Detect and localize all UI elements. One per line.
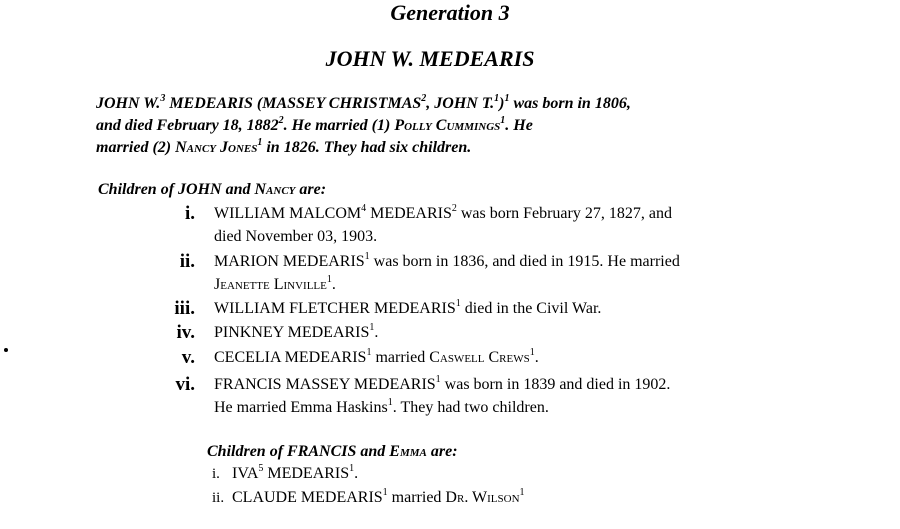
spouse-name: Nancy Jones xyxy=(175,139,258,156)
intro-line-2 xyxy=(96,114,533,135)
child-text: CLAUDE MEDEARIS xyxy=(232,489,383,506)
spouse-name: Jeanette Linville xyxy=(214,276,327,293)
child-text: He married Emma Haskins xyxy=(214,399,388,416)
child-entry-line xyxy=(214,250,680,271)
citation-sup: 5 xyxy=(258,462,264,474)
citation-sup: 1 xyxy=(500,114,506,126)
child-text: married xyxy=(371,349,430,366)
header-text: Nancy xyxy=(254,181,296,198)
grandchild-number: i. xyxy=(212,466,220,482)
header-text: FRANCIS xyxy=(287,443,357,460)
intro-text: JOHN W. xyxy=(96,95,161,112)
child-text: died in the Civil War. xyxy=(460,300,602,317)
intro-text: . He married (1) xyxy=(283,117,395,134)
header-text: JOHN xyxy=(178,181,222,198)
intro-text: was born in 1806, xyxy=(509,95,631,112)
header-text: are: xyxy=(295,181,327,198)
scan-speck xyxy=(4,348,8,352)
child-text: IVA xyxy=(232,465,259,482)
intro-text: . He xyxy=(505,117,533,134)
child-number: iv. xyxy=(176,322,195,343)
intro-text: married (2) xyxy=(96,139,176,156)
child-entry-line: died November 03, 1903. xyxy=(214,228,378,245)
child-entry-line xyxy=(214,373,671,394)
intro-line-3 xyxy=(96,136,472,157)
child-number: ii. xyxy=(179,251,195,272)
citation-sup: 1 xyxy=(364,250,370,262)
citation-sup: 1 xyxy=(519,486,525,498)
intro-text: , JOHN T. xyxy=(426,95,495,112)
intro-text: MEDEARIS (MASSEY CHRISTMAS xyxy=(165,95,422,112)
child-entry-line xyxy=(214,297,602,318)
child-number: vi. xyxy=(175,374,195,395)
spouse-name: Dr. Wilson xyxy=(445,489,520,506)
header-text: and xyxy=(356,443,390,460)
intro-text: in 1826. They had six children. xyxy=(262,139,472,156)
child-number: iii. xyxy=(174,298,195,319)
child-text: . They had two children. xyxy=(392,399,549,416)
child-text: was born February 27, 1827, and xyxy=(456,205,672,222)
citation-sup: 1 xyxy=(435,373,441,385)
citation-sup: 1 xyxy=(326,273,332,285)
child-text: . xyxy=(331,276,336,293)
spouse-name: Caswell Crews xyxy=(429,349,530,366)
generation-title: Generation 3 xyxy=(390,0,510,25)
spouse-name: Polly Cummings xyxy=(394,117,501,134)
citation-sup: 1 xyxy=(504,92,510,104)
child-text: PINKNEY MEDEARIS xyxy=(214,324,370,341)
grandchild-number: ii. xyxy=(212,490,225,506)
child-text: was born in 1839 and died in 1902. xyxy=(440,376,671,393)
child-text: MEDEARIS xyxy=(263,465,350,482)
citation-sup: 2 xyxy=(278,114,284,126)
child-text: was born in 1836, and died in 1915. He married xyxy=(369,253,680,270)
child-text: . xyxy=(374,324,379,341)
children-header xyxy=(98,181,326,199)
citation-sup: 1 xyxy=(529,346,535,358)
citation-sup: 1 xyxy=(349,462,355,474)
citation-sup: 1 xyxy=(387,396,393,408)
child-text: . xyxy=(534,349,539,366)
intro-text: ) xyxy=(499,95,505,112)
grandchild-entry xyxy=(232,462,359,483)
child-text: . xyxy=(354,465,359,482)
child-number: v. xyxy=(181,347,195,368)
header-text: Children of xyxy=(207,443,288,460)
person-title: JOHN W. MEDEARIS xyxy=(325,46,535,71)
citation-sup: 1 xyxy=(369,321,375,333)
header-text: and xyxy=(221,181,255,198)
citation-sup: 2 xyxy=(421,92,427,104)
header-text: Children of xyxy=(98,181,179,198)
child-entry-line xyxy=(214,396,549,417)
citation-sup: 3 xyxy=(160,92,166,104)
citation-sup: 1 xyxy=(382,486,388,498)
citation-sup: 4 xyxy=(361,202,367,214)
child-entry-line xyxy=(214,273,336,294)
header-text: Emma xyxy=(389,443,427,460)
citation-sup: 1 xyxy=(257,136,263,148)
child-number: i. xyxy=(184,203,195,224)
citation-sup: 1 xyxy=(366,346,372,358)
citation-sup: 1 xyxy=(455,297,461,309)
citation-sup: 1 xyxy=(494,92,500,104)
child-text: MARION MEDEARIS xyxy=(214,253,365,270)
child-text: CECELIA MEDEARIS xyxy=(214,349,367,366)
child-text: WILLIAM MALCOM xyxy=(214,205,362,222)
grandchildren-header xyxy=(207,443,458,461)
child-entry-line xyxy=(214,202,672,223)
intro-line-1 xyxy=(96,92,631,113)
child-entry-line xyxy=(214,321,379,342)
header-text: are: xyxy=(426,443,458,460)
child-text: MEDEARIS xyxy=(366,205,452,222)
intro-text: and died February 18, 1882 xyxy=(96,117,279,134)
citation-sup: 2 xyxy=(451,202,457,214)
grandchild-entry xyxy=(232,486,525,507)
child-text: FRANCIS MASSEY MEDEARIS xyxy=(214,376,436,393)
child-text: married xyxy=(387,489,446,506)
child-text: WILLIAM FLETCHER MEDEARIS xyxy=(214,300,456,317)
child-entry-line xyxy=(214,346,539,367)
